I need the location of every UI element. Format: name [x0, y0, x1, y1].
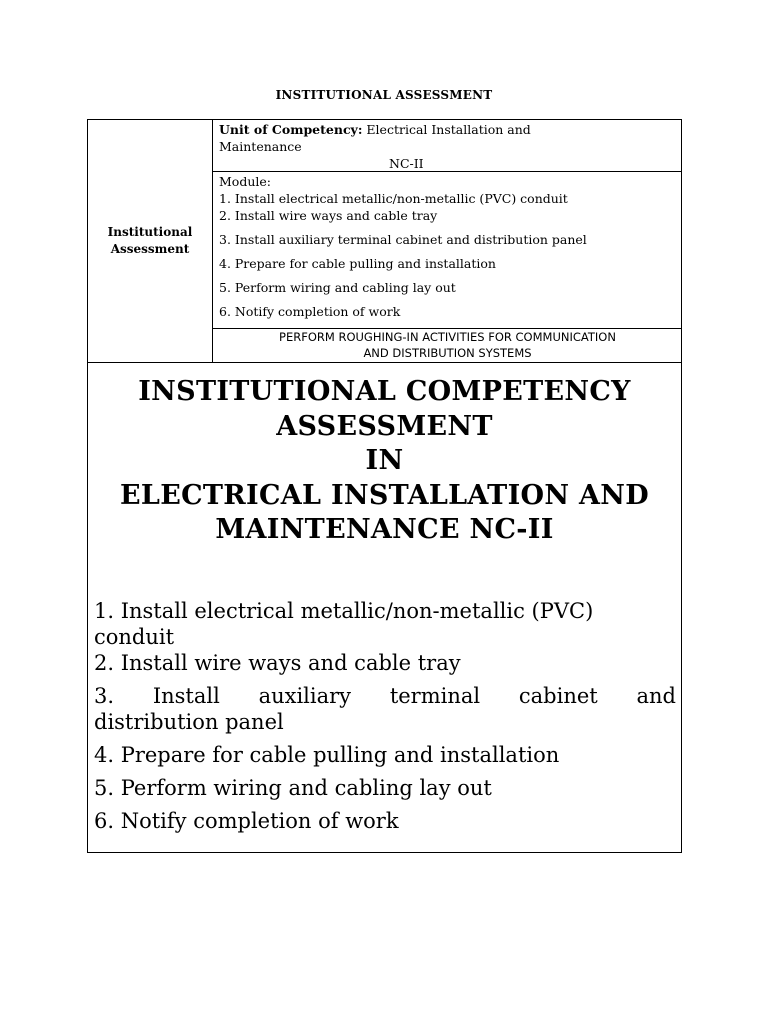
- table-divider: [88, 362, 681, 363]
- list-item-5: 5. Perform wiring and cabling lay out: [94, 776, 492, 800]
- main-title: [88, 375, 681, 548]
- unit-label: Unit of Competency:: [219, 122, 363, 137]
- module-label: Module:: [219, 174, 271, 189]
- unit-value-line1: Electrical Installation and: [362, 122, 531, 137]
- list-item-3-line2: distribution panel: [94, 710, 284, 734]
- list-item-2: 2. Install wire ways and cable tray: [94, 651, 461, 675]
- list-item-6: 6. Notify completion of work: [94, 809, 399, 833]
- assessment-frame: [87, 119, 682, 853]
- list-item-4: 4. Prepare for cable pulling and installation: [94, 743, 560, 767]
- perform-line2: AND DISTRIBUTION SYSTEMS: [363, 346, 532, 360]
- competency-list: [94, 598, 676, 834]
- module-item-3: 3. Install auxiliary terminal cabinet and distribution panel: [219, 232, 587, 247]
- unit-of-competency-cell: [213, 120, 682, 172]
- institutional-assessment-cell: [88, 120, 213, 362]
- main-title-line4: ELECTRICAL INSTALLATION AND: [120, 479, 649, 511]
- main-title-line3: IN: [365, 445, 404, 476]
- module-item-6: 6. Notify completion of work: [219, 304, 401, 319]
- main-title-line1: INSTITUTIONAL COMPETENCY: [138, 376, 631, 407]
- module-item-4: 4. Prepare for cable pulling and installation: [219, 256, 496, 271]
- list-item-1-line2: conduit: [94, 625, 175, 649]
- module-item-1: 1. Install electrical metallic/non-metallic (PVC) conduit: [219, 191, 568, 206]
- unit-nc-level: NC-II: [389, 156, 424, 171]
- module-item-2: 2. Install wire ways and cable tray: [219, 208, 438, 223]
- unit-value-line2: Maintenance: [219, 139, 302, 154]
- document-header: INSTITUTIONAL ASSESSMENT: [275, 88, 493, 102]
- main-title-line2: ASSESSMENT: [276, 410, 493, 442]
- perform-line1: PERFORM ROUGHING-IN ACTIVITIES FOR COMMUNICATION: [279, 330, 616, 344]
- left-label-line2: Assessment: [110, 242, 190, 256]
- list-item-3-line1: 3. Install auxiliary terminal cabinet and: [94, 684, 676, 708]
- left-label-line1: Institutional: [107, 225, 193, 239]
- main-title-line5: MAINTENANCE NC-II: [215, 514, 554, 545]
- perform-roughing-cell: [213, 329, 682, 362]
- module-cell: [213, 172, 682, 329]
- module-item-5: 5. Perform wiring and cabling lay out: [219, 280, 456, 295]
- list-item-1-line1: 1. Install electrical metallic/non-metallic (PVC): [94, 599, 594, 623]
